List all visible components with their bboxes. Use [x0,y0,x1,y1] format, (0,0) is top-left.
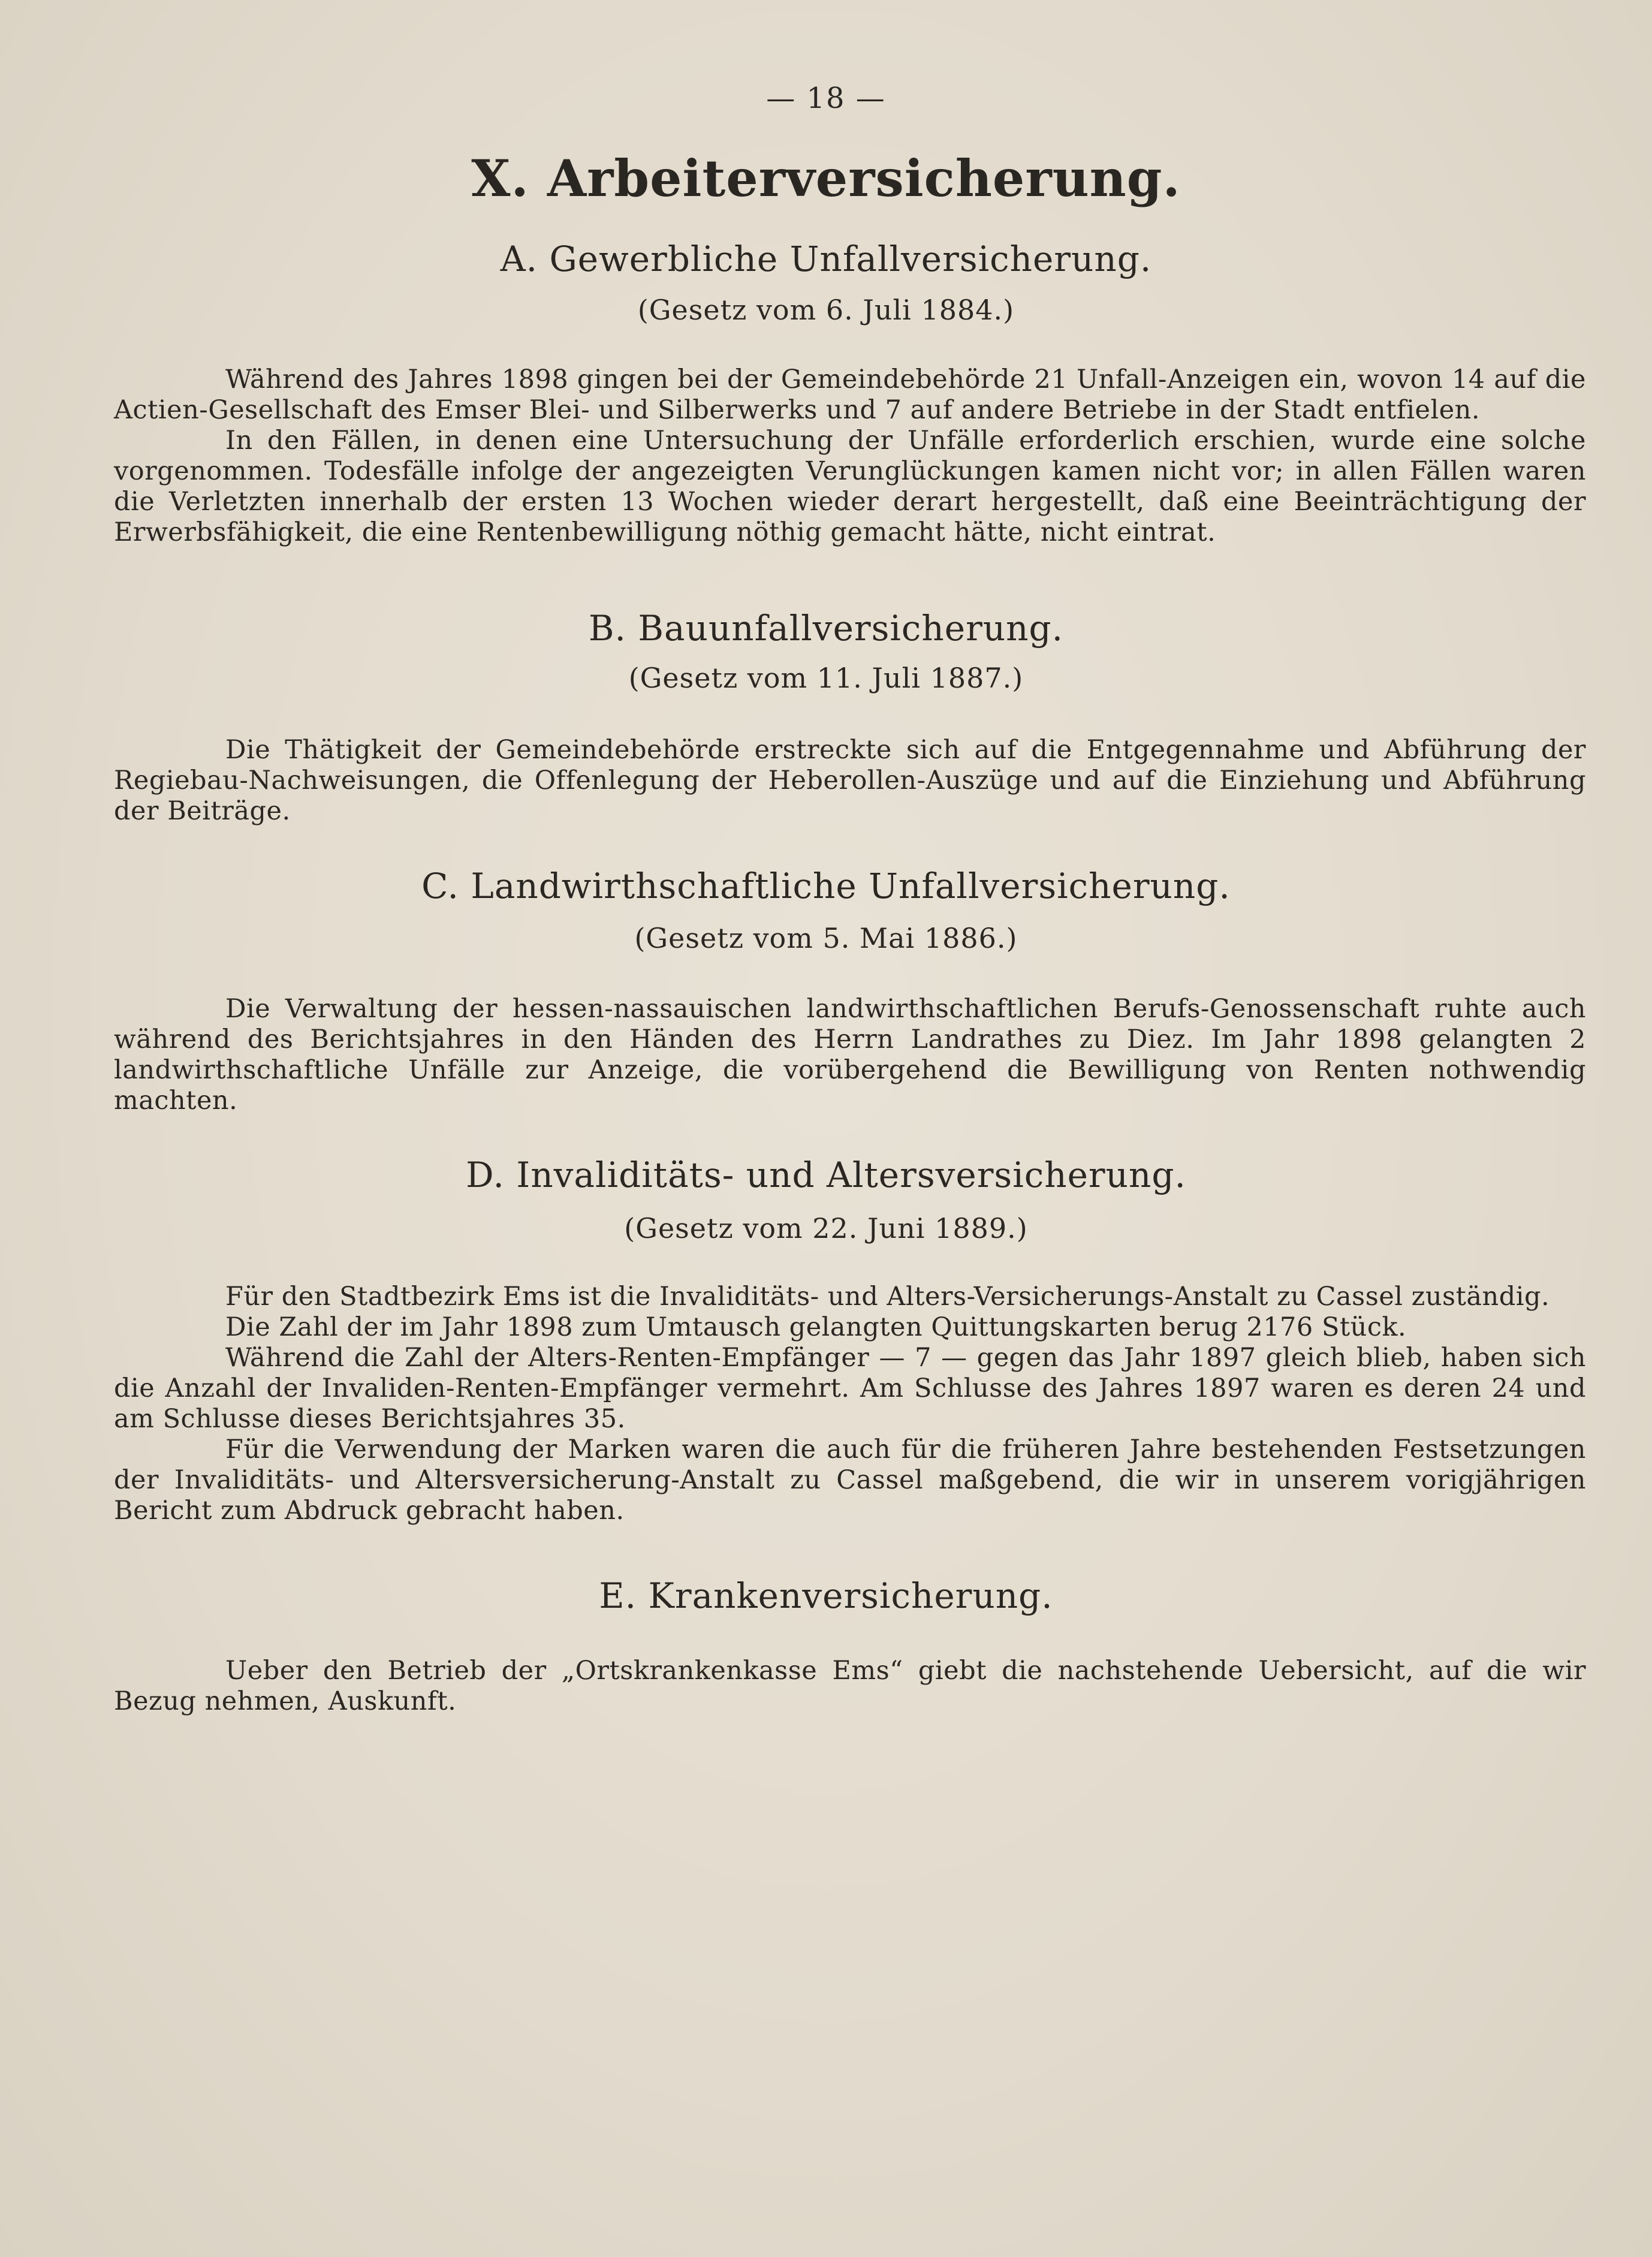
section-b-title: B. Bauunfallversicherung. [588,608,1064,649]
section-b-paragraph-1: Die Thätigkeit der Gemeindebehörde erstreckte sich auf die Entgegennahme und Abführung der Regiebau-Nachweisungen, die Offenlegung der Heberollen-Auszüge und auf die Einziehung und Abführung der Beiträge. [114,735,1586,826]
section-d-paragraph-2: Die Zahl der im Jahr 1898 zum Umtausch gelangten Quittungskarten berug 2176 Stück. [225,1312,1407,1342]
section-e-title: E. Krankenversicherung. [599,1575,1053,1616]
section-d-subtitle: (Gesetz vom 22. Juni 1889.) [624,1212,1028,1244]
section-a-body [114,364,1586,548]
section-d-paragraph-4: Für die Verwendung der Marken waren die auch für die früheren Jahre bestehenden Festsetzungen der Invaliditäts- und Altersversicherung-Anstalt zu Cassel maßgebend, die wir in unserem vorigjährigen Bericht zum Abdruck gebracht haben. [114,1435,1586,1526]
section-e-paragraph-1: Ueber den Betrieb der „Ortskrankenkasse Ems“ giebt die nachstehende Uebersicht, auf die wir Bezug nehmen, Auskunft. [114,1656,1586,1716]
section-c-subtitle: (Gesetz vom 5. Mai 1886.) [634,922,1018,954]
page-number: — 18 — [766,82,886,115]
section-c-body [114,994,1586,1116]
section-d-paragraph-1: Für den Stadtbezirk Ems ist die Invaliditäts- und Alters-Versicherungs-Anstalt zu Cassel zuständig. [225,1282,1550,1312]
section-b-subtitle: (Gesetz vom 11. Juli 1887.) [628,662,1024,694]
section-a-title: A. Gewerbliche Unfallversicherung. [500,239,1152,279]
section-b-body [114,735,1586,827]
section-e-body [114,1656,1586,1717]
section-a-paragraph-2: In den Fällen, in denen eine Untersuchung der Unfälle erforderlich erschien, wurde eine solche vorgenommen. Todesfälle infolge der angezeigten Verunglückungen kamen nicht vor; in allen Fällen waren die Verletzten innerhalb der ersten 13 Wochen wieder derart hergestellt, daß eine Beeinträchtigung der Erwerbsfähigkeit, die eine Rentenbewilligung nöthig gemacht hätte, nicht eintrat. [114,426,1586,547]
section-d-paragraph-3: Während die Zahl der Alters-Renten-Empfänger — 7 — gegen das Jahr 1897 gleich blieb, haben sich die Anzahl der Invaliden-Renten-Empfänger vermehrt. Am Schlusse des Jahres 1897 waren es deren 24 und am Schlusse dieses Berichtsjahres 35. [114,1343,1586,1434]
section-c-title: C. Landwirthschaftliche Unfallversicherung. [421,866,1231,906]
section-a-paragraph-1: Während des Jahres 1898 gingen bei der Gemeindebehörde 21 Unfall-Anzeigen ein, wovon 14 auf die Actien-Gesellschaft des Emser Blei- und Silberwerks und 7 auf andere Betriebe in der Stadt entfielen. [114,364,1586,425]
section-c-paragraph-1: Die Verwaltung der hessen-nassauischen landwirthschaftlichen Berufs-Genossenschaft ruhte auch während des Berichtsjahres in den Händen des Herrn Landrathes zu Diez. Im Jahr 1898 gelangten 2 landwirthschaftliche Unfälle zur Anzeige, die vorübergehend die Bewilligung von Renten nothwendig machten. [114,994,1586,1116]
section-a-subtitle: (Gesetz vom 6. Juli 1884.) [637,294,1015,326]
chapter-title: X. Arbeiterversicherung. [471,149,1181,208]
section-d-body [114,1282,1586,1526]
section-d-title: D. Invaliditäts- und Altersversicherung. [466,1155,1186,1195]
